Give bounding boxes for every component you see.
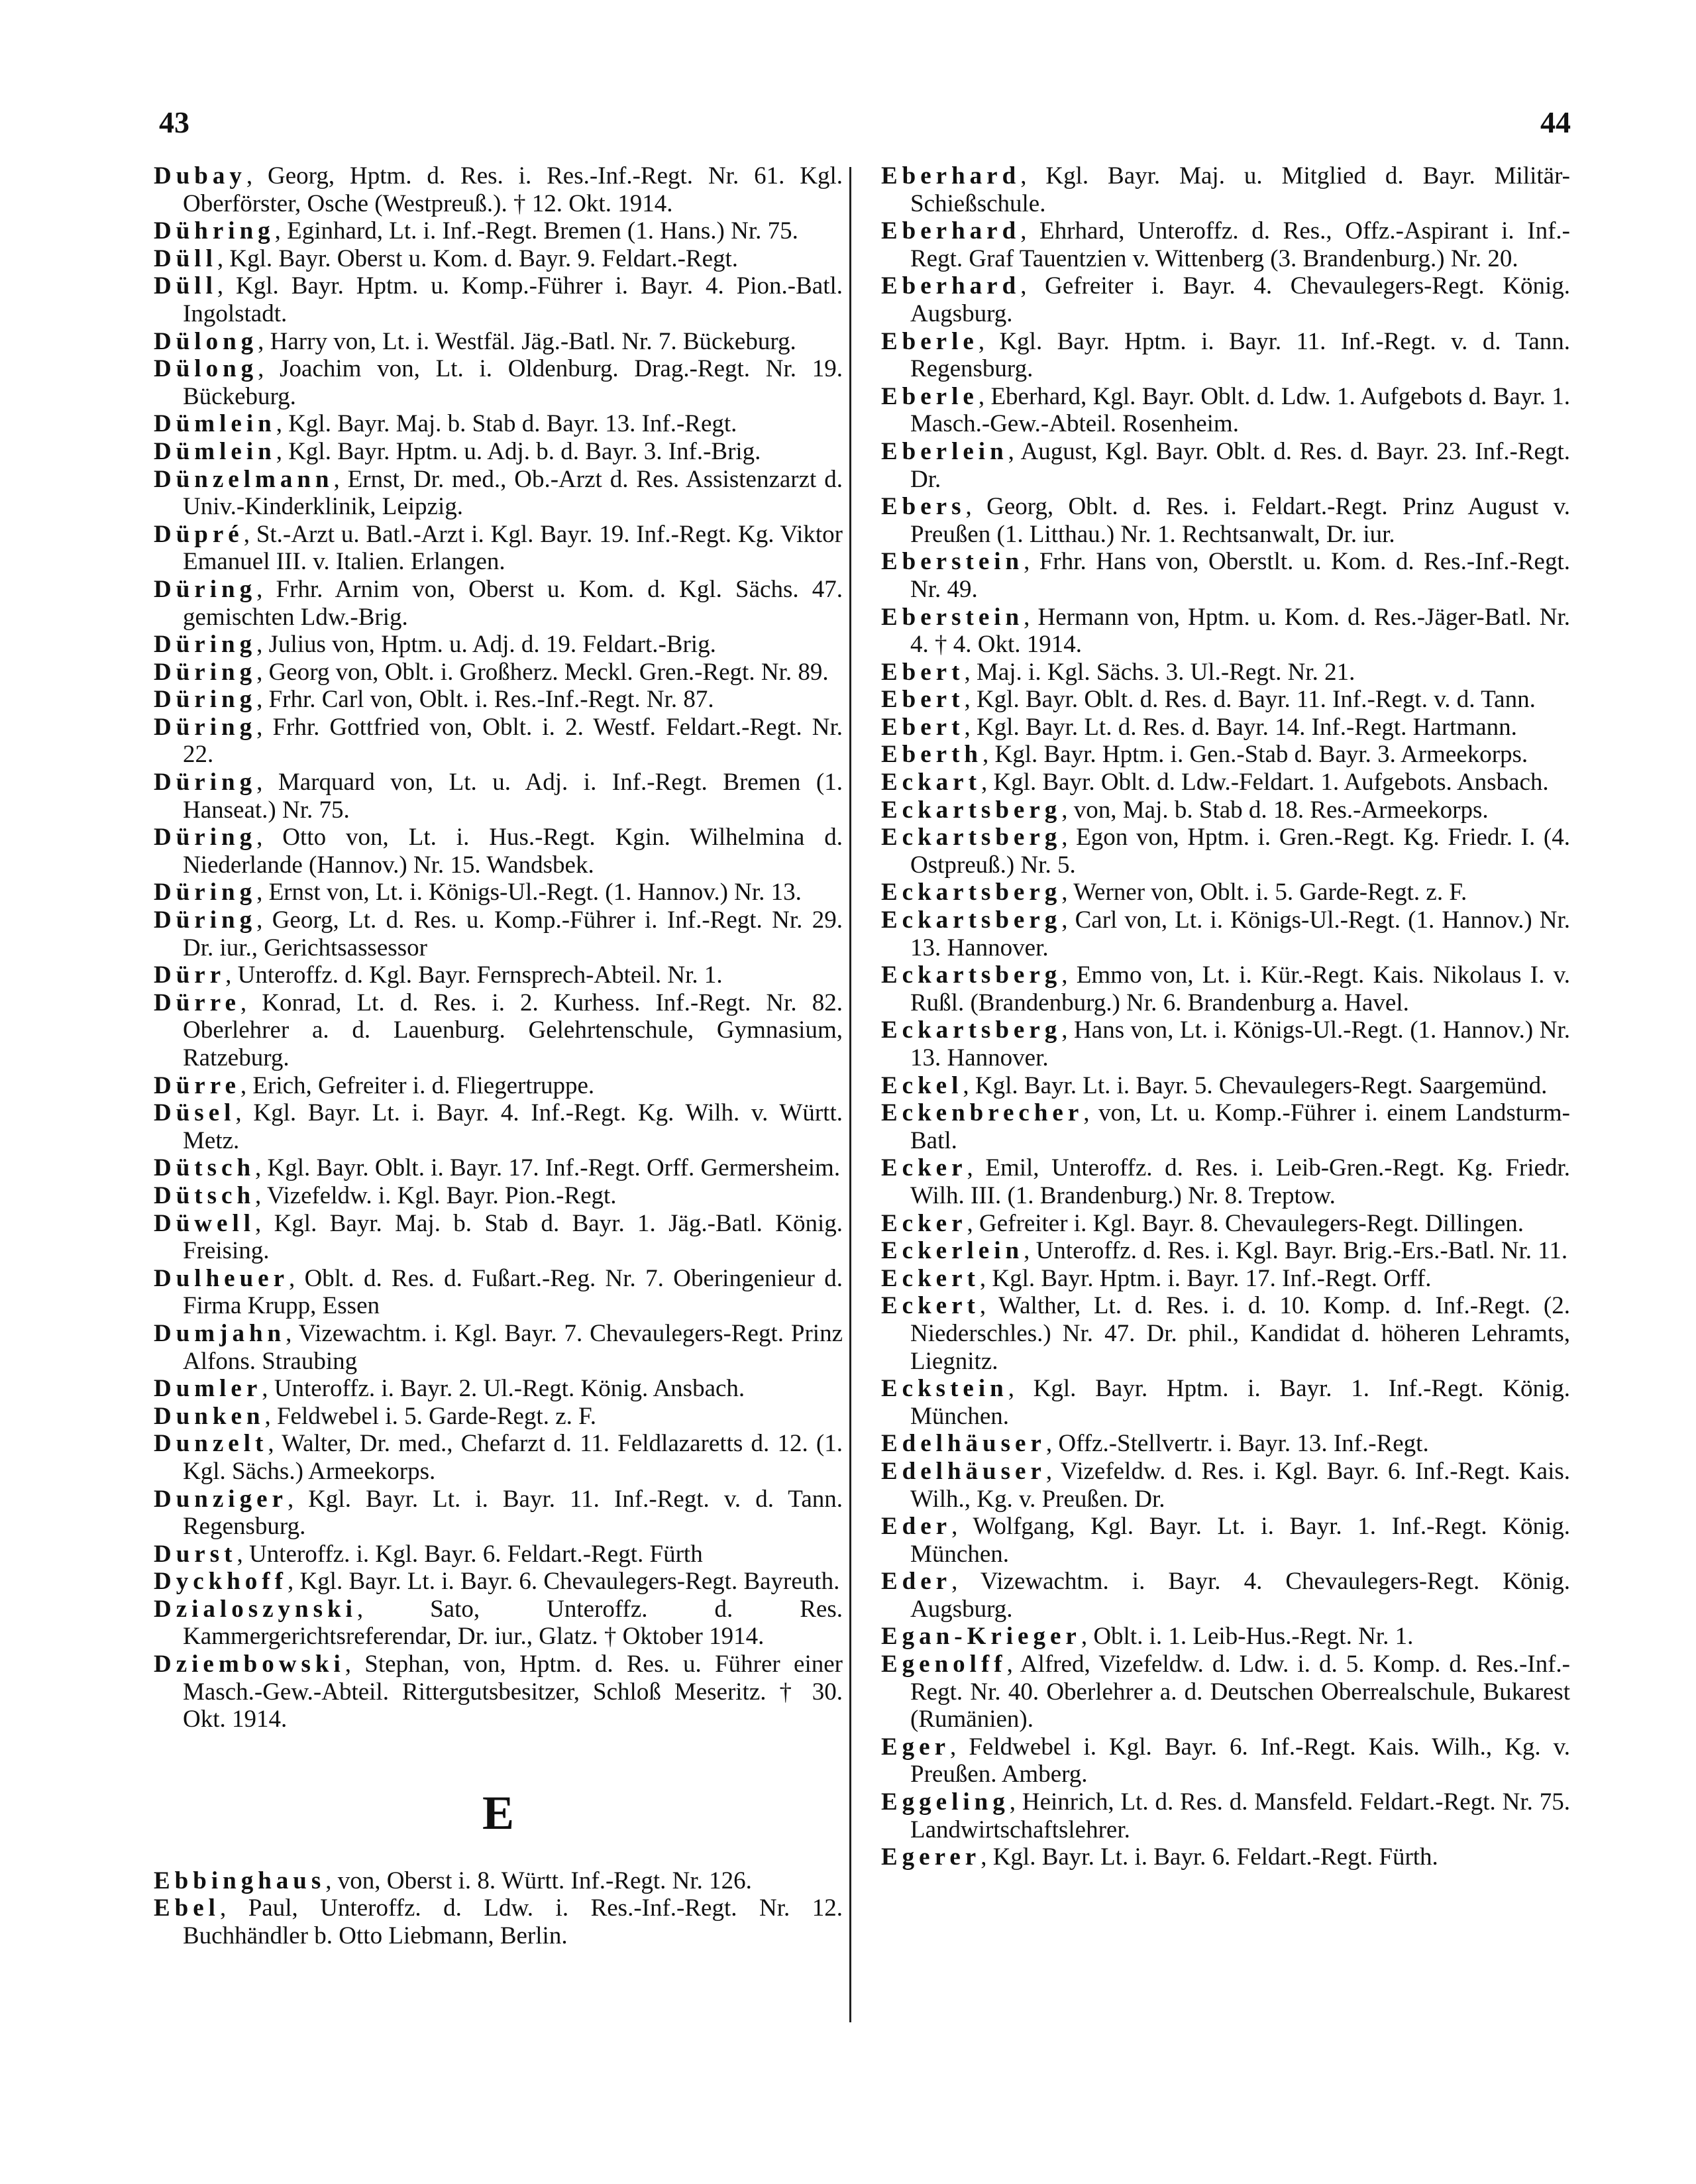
entry-details: , Kgl. Bayr. Lt. d. Res. d. Bayr. 14. Inf.-Regt. Hartmann. (964, 713, 1517, 741)
directory-entry (154, 576, 843, 631)
entry-details: , Unteroffz. d. Kgl. Bayr. Fernsprech-Abteil. Nr. 1. (225, 961, 723, 989)
directory-entry (881, 1099, 1570, 1154)
left-entry-list (154, 162, 843, 1733)
entry-details: , Wolfgang, Kgl. Bayr. Lt. i. Bayr. 1. Inf.-Regt. König. München. (910, 1513, 1570, 1568)
directory-entry (154, 1182, 843, 1210)
directory-entry (154, 961, 843, 989)
entry-surname: Düll (154, 272, 217, 300)
directory-entry (154, 1430, 843, 1485)
directory-entry (154, 521, 843, 576)
directory-entry (154, 989, 843, 1072)
directory-entry (154, 245, 843, 273)
directory-entry (154, 1568, 843, 1596)
directory-entry (154, 355, 843, 410)
entry-details: , Walther, Lt. d. Res. i. d. 10. Komp. d. Inf.-Regt. (2. Niederschles.) Nr. 47. Dr. phil., Kandidat d. höheren Lehramts, Liegnitz. (910, 1292, 1570, 1375)
directory-entry (154, 1375, 843, 1403)
entry-surname: Düring (154, 879, 257, 906)
directory-entry (881, 383, 1570, 438)
entry-surname: Düring (154, 658, 257, 686)
entry-details: , von, Lt. u. Komp.-Führer i. einem Landsturm-Batl. (910, 1099, 1570, 1154)
entry-surname: Eckartsberg (881, 906, 1062, 934)
directory-entry (881, 769, 1570, 796)
entry-details: , Kgl. Bayr. Hptm. u. Komp.-Führer i. Bayr. 4. Pion.-Batl. Ingolstadt. (183, 272, 843, 327)
entry-details: , Joachim von, Lt. i. Oldenburg. Drag.-Regt. Nr. 19. Bückeburg. (183, 355, 843, 410)
entry-surname: Dünzelmann (154, 465, 334, 493)
entry-surname: Düring (154, 575, 257, 603)
entry-surname: Eder (881, 1513, 952, 1541)
directory-entry (881, 1788, 1570, 1843)
entry-surname: Düring (154, 631, 257, 659)
column-divider (849, 167, 851, 2022)
entry-details: , Hans von, Lt. i. Königs-Ul.-Regt. (1. Hannov.) Nr. 13. Hannover. (910, 1016, 1570, 1071)
directory-entry (881, 906, 1570, 961)
left-entry-list-after (154, 1867, 843, 1950)
entry-surname: Eberhard (881, 217, 1021, 245)
entry-surname: Dütsch (154, 1154, 256, 1182)
entry-surname: Dütsch (154, 1181, 256, 1209)
entry-details: , Oblt. i. 1. Leib-Hus.-Regt. Nr. 1. (1081, 1623, 1414, 1651)
entry-surname: Egerer (881, 1843, 981, 1871)
entry-details: , Georg, Lt. d. Res. u. Komp.-Führer i. Inf.-Regt. Nr. 29. Dr. iur., Gerichtsassessor (183, 906, 843, 961)
directory-entry (154, 438, 843, 466)
entry-surname: Ebert (881, 713, 965, 741)
directory-entry (154, 631, 843, 659)
entry-details: , von, Oberst i. 8. Württ. Inf.-Regt. Nr. 126. (325, 1867, 752, 1894)
directory-entry (881, 217, 1570, 272)
entry-details: , Alfred, Vizefeldw. d. Ldw. i. d. 5. Komp. d. Res.-Inf.-Regt. Nr. 40. Oberlehrer a. d. Deutschen Oberrealschule, Bukarest (Rumänien). (910, 1651, 1570, 1733)
entry-surname: Düring (154, 824, 257, 851)
entry-surname: Dunken (154, 1402, 265, 1430)
entry-details: , Hermann von, Hptm. u. Kom. d. Res.-Jäger-Batl. Nr. 4. † 4. Okt. 1914. (910, 603, 1570, 659)
entry-surname: Eckstein (881, 1375, 1008, 1403)
entry-surname: Dumjahn (154, 1319, 286, 1347)
entry-surname: Eggeling (881, 1788, 1010, 1816)
entry-surname: Edelhäuser (881, 1457, 1046, 1485)
entry-surname: Ecker (881, 1209, 967, 1237)
directory-entry (154, 1651, 843, 1733)
entry-details: , Erich, Gefreiter i. d. Fliegertruppe. (240, 1071, 595, 1099)
directory-entry (154, 714, 843, 769)
entry-details: , Walter, Dr. med., Chefarzt d. 11. Feldlazaretts d. 12. (1. Kgl. Sächs.) Armeekorps. (183, 1430, 843, 1485)
entry-details: , Emmo von, Lt. i. Kür.-Regt. Kais. Nikolaus I. v. Rußl. (Brandenburg.) Nr. 6. Brandenburg a. Havel. (910, 961, 1570, 1016)
entry-details: , Kgl. Bayr. Oblt. d. Ldw.-Feldart. 1. Aufgebots. Ansbach. (980, 769, 1549, 796)
entry-details: , Feldwebel i. 5. Garde-Regt. z. F. (264, 1402, 596, 1430)
directory-entry (881, 1265, 1570, 1293)
entry-surname: Dürre (154, 989, 240, 1016)
entry-surname: Düring (154, 686, 257, 714)
entry-surname: Eckartsberg (881, 824, 1062, 851)
entry-details: , Harry von, Lt. i. Westfäl. Jäg.-Batl. Nr. 7. Bückeburg. (258, 327, 796, 355)
entry-surname: Dülong (154, 327, 258, 355)
entry-surname: Dümlein (154, 437, 276, 465)
directory-entry (881, 659, 1570, 686)
directory-entry (881, 1568, 1570, 1623)
entry-details: , Egon von, Hptm. i. Gren.-Regt. Kg. Friedr. I. (4. Ostpreuß.) Nr. 5. (910, 824, 1570, 879)
entry-details: , Vizefeldw. d. Res. i. Kgl. Bayr. 6. Inf.-Regt. Kais. Wilh., Kg. v. Preußen. Dr. (910, 1457, 1570, 1513)
entry-details: , St.-Arzt u. Batl.-Arzt i. Kgl. Bayr. 19. Inf.-Regt. Kg. Viktor Emanuel III. v. Italien. Erlangen. (183, 520, 843, 576)
directory-entry (881, 604, 1570, 659)
entry-details: , Frhr. Gottfried von, Oblt. i. 2. Westf. Feldart.-Regt. Nr. 22. (183, 713, 843, 769)
directory-entry (154, 466, 843, 521)
page-number-left: 43 (159, 105, 189, 139)
directory-entry (881, 1651, 1570, 1733)
entry-surname: Ebel (154, 1894, 220, 1922)
entry-details: , Werner von, Oblt. i. 5. Garde-Regt. z. F. (1061, 879, 1467, 906)
directory-entry (154, 162, 843, 217)
directory-entry (154, 1154, 843, 1182)
entry-details: , Maj. i. Kgl. Sächs. 3. Ul.-Regt. Nr. 21. (964, 658, 1355, 686)
entry-details: , Unteroffz. i. Kgl. Bayr. 6. Feldart.-Regt. Fürth (237, 1540, 703, 1568)
entry-details: , Unteroffz. i. Bayr. 2. Ul.-Regt. König. Ansbach. (262, 1375, 745, 1403)
right-column (881, 162, 1570, 1871)
entry-surname: Dühring (154, 217, 275, 245)
entry-details: , Carl von, Lt. i. Königs-Ul.-Regt. (1. Hannov.) Nr. 13. Hannover. (910, 906, 1570, 961)
directory-entry (881, 1016, 1570, 1071)
entry-surname: Eger (881, 1733, 951, 1761)
entry-surname: Eberle (881, 327, 979, 355)
entry-surname: Dziembowski (154, 1651, 345, 1678)
entry-surname: Eckart (881, 769, 981, 796)
entry-surname: Dyckhoff (154, 1568, 288, 1596)
directory-entry (154, 1099, 843, 1154)
entry-details: , Julius von, Hptm. u. Adj. d. 19. Feldart.-Brig. (256, 631, 716, 659)
directory-entry (154, 879, 843, 906)
directory-entry (881, 961, 1570, 1016)
entry-details: , Sato, Unteroffz. d. Res. Kammergerichtsreferendar, Dr. iur., Glatz. † Oktober 1914. (183, 1595, 843, 1651)
entry-details: , Oblt. d. Res. d. Fußart.-Reg. Nr. 7. Oberingenieur d. Firma Krupp, Essen (183, 1264, 843, 1320)
entry-surname: Eckert (881, 1264, 980, 1292)
entry-details: , Georg, Oblt. d. Res. i. Feldart.-Regt. Prinz August v. Preußen (1. Litthau.) Nr. 1. Rechtsanwalt, Dr. iur. (910, 493, 1570, 548)
entry-surname: Eberstein (881, 603, 1024, 631)
directory-entry (154, 686, 843, 714)
directory-entry (154, 1072, 843, 1100)
entry-surname: Dunzelt (154, 1430, 268, 1458)
entry-surname: Düpré (154, 520, 244, 548)
directory-entry (881, 796, 1570, 824)
directory-entry (881, 714, 1570, 741)
entry-surname: Ebert (881, 658, 965, 686)
entry-details: , Ernst, Dr. med., Ob.-Arzt d. Res. Assistenzarzt d. Univ.-Kinderklinik, Leipzig. (183, 465, 843, 521)
entry-details: , Heinrich, Lt. d. Res. d. Mansfeld. Feldart.-Regt. Nr. 75. Landwirtschaftslehrer. (910, 1788, 1570, 1843)
entry-details: , Kgl. Bayr. Hptm. i. Bayr. 1. Inf.-Regt. König. München. (910, 1375, 1570, 1430)
entry-surname: Eckerlein (881, 1237, 1024, 1265)
directory-entry (154, 1265, 843, 1320)
directory-entry (154, 1486, 843, 1541)
directory-entry (154, 769, 843, 824)
directory-entry (154, 410, 843, 438)
directory-entry (154, 1320, 843, 1375)
entry-surname: Dümlein (154, 410, 276, 438)
entry-surname: Düring (154, 769, 257, 796)
entry-details: , Stephan, von, Hptm. d. Res. u. Führer einer Masch.-Gew.-Abteil. Rittergutsbesitzer, Schloß Meseritz. † 30. Okt. 1914. (183, 1651, 843, 1733)
entry-details: , Kgl. Bayr. Hptm. u. Adj. b. d. Bayr. 3. Inf.-Brig. (276, 437, 761, 465)
entry-surname: Eberhard (881, 162, 1021, 190)
entry-details: , Kgl. Bayr. Maj. b. Stab d. Bayr. 1. Jäg.-Batl. König. Freising. (183, 1209, 843, 1265)
section-heading: E (482, 1786, 515, 1839)
entry-surname: Ebers (881, 493, 966, 521)
left-column (154, 162, 843, 1950)
entry-surname: Eckartsberg (881, 961, 1062, 989)
entry-details: , Kgl. Bayr. Hptm. i. Bayr. 11. Inf.-Regt. v. d. Tann. Regensburg. (910, 327, 1570, 383)
entry-surname: Edelhäuser (881, 1430, 1046, 1458)
directory-entry (154, 824, 843, 879)
directory-entry (881, 272, 1570, 327)
entry-details: , Kgl. Bayr. Lt. i. Bayr. 6. Chevaulegers-Regt. Bayreuth. (287, 1568, 840, 1596)
entry-details: , Kgl. Bayr. Lt. i. Bayr. 11. Inf.-Regt. v. d. Tann. Regensburg. (183, 1485, 843, 1541)
directory-entry (881, 686, 1570, 714)
entry-details: , Georg, Hptm. d. Res. i. Res.-Inf.-Regt. Nr. 61. Kgl. Oberförster, Osche (Westpreuß.). † 12. Okt. 1914. (183, 162, 843, 217)
entry-details: , Kgl. Bayr. Oblt. d. Res. d. Bayr. 11. Inf.-Regt. v. d. Tann. (964, 686, 1536, 714)
entry-surname: Dulheuer (154, 1264, 289, 1292)
directory-entry (881, 1375, 1570, 1430)
entry-surname: Eberstein (881, 548, 1024, 576)
entry-details: , Gefreiter i. Kgl. Bayr. 8. Chevaulegers-Regt. Dillingen. (967, 1209, 1524, 1237)
entry-details: , Otto von, Lt. i. Hus.-Regt. Kgin. Wilhelmina d. Niederlande (Hannov.) Nr. 15. Wandsbek. (183, 824, 843, 879)
directory-entry (881, 493, 1570, 548)
entry-surname: Eder (881, 1568, 952, 1596)
page-number-right: 44 (1540, 105, 1571, 139)
directory-entry (881, 1513, 1570, 1568)
entry-surname: Düring (154, 906, 257, 934)
entry-details: , Frhr. Carl von, Oblt. i. Res.-Inf.-Regt. Nr. 87. (256, 686, 714, 714)
directory-entry (154, 1210, 843, 1265)
entry-details: , Konrad, Lt. d. Res. i. 2. Kurhess. Inf.-Regt. Nr. 82. Oberlehrer a. d. Lauenburg. Gelehrtenschule, Gymnasium, Ratzeburg. (183, 989, 843, 1071)
entry-surname: Dürr (154, 961, 226, 989)
entry-surname: Eckel (881, 1071, 963, 1099)
entry-details: , Georg von, Oblt. i. Großherz. Meckl. Gren.-Regt. Nr. 89. (256, 658, 829, 686)
directory-entry (881, 1623, 1570, 1651)
entry-surname: Dumler (154, 1375, 262, 1403)
entry-surname: Dülong (154, 355, 258, 383)
entry-details: , Kgl. Bayr. Hptm. i. Bayr. 17. Inf.-Regt. Orff. (979, 1264, 1432, 1292)
directory-entry (154, 1596, 843, 1651)
directory-entry (881, 824, 1570, 879)
entry-surname: Eberth (881, 741, 982, 769)
entry-surname: Dürre (154, 1071, 240, 1099)
entry-surname: Eberlein (881, 437, 1008, 465)
entry-details: , Ernst von, Lt. i. Königs-Ul.-Regt. (1. Hannov.) Nr. 13. (256, 879, 802, 906)
entry-surname: Ecker (881, 1154, 967, 1182)
entry-surname: Düll (154, 245, 217, 272)
entry-surname: Durst (154, 1540, 237, 1568)
entry-surname: Düsel (154, 1099, 236, 1127)
directory-entry (881, 1843, 1570, 1871)
entry-details: , von, Maj. b. Stab d. 18. Res.-Armeekorps. (1061, 796, 1489, 824)
entry-details: , Vizefeldw. i. Kgl. Bayr. Pion.-Regt. (255, 1181, 617, 1209)
directory-entry (154, 1894, 843, 1949)
entry-surname: Dzialoszynski (154, 1595, 357, 1623)
entry-details: , Kgl. Bayr. Lt. i. Bayr. 4. Inf.-Regt. Kg. Wilh. v. Württ. Metz. (183, 1099, 843, 1154)
entry-surname: Ebbinghaus (154, 1867, 326, 1894)
directory-entry (881, 548, 1570, 603)
entry-details: , Kgl. Bayr. Oberst u. Kom. d. Bayr. 9. Feldart.-Regt. (217, 245, 739, 272)
directory-entry (881, 162, 1570, 217)
directory-entry (881, 1430, 1570, 1458)
entry-surname: Eberhard (881, 272, 1021, 300)
entry-surname: Dubay (154, 162, 246, 190)
directory-entry (881, 1458, 1570, 1513)
directory-entry (881, 741, 1570, 769)
entry-details: , Kgl. Bayr. Oblt. i. Bayr. 17. Inf.-Regt. Orff. Germersheim. (255, 1154, 841, 1182)
entry-surname: Egenolff (881, 1651, 1007, 1678)
directory-entry (154, 1403, 843, 1431)
entry-surname: Düwell (154, 1209, 255, 1237)
directory-entry (881, 1210, 1570, 1238)
directory-entry (154, 1867, 843, 1895)
directory-entry (881, 1733, 1570, 1788)
right-entry-list (881, 162, 1570, 1871)
entry-details: , Frhr. Arnim von, Oberst u. Kom. d. Kgl. Sächs. 47. gemischten Ldw.-Brig. (183, 575, 843, 631)
directory-entry (154, 217, 843, 245)
entry-details: , Feldwebel i. Kgl. Bayr. 6. Inf.-Regt. Kais. Wilh., Kg. v. Preußen. Amberg. (910, 1733, 1570, 1788)
directory-entry (881, 328, 1570, 383)
entry-details: , Emil, Unteroffz. d. Res. i. Leib-Gren.-Regt. Kg. Friedr. Wilh. III. (1. Brandenburg.) Nr. 8. Treptow. (910, 1154, 1570, 1209)
entry-details: , Eginhard, Lt. i. Inf.-Regt. Bremen (1. Hans.) Nr. 75. (274, 217, 798, 245)
entry-surname: Düring (154, 713, 257, 741)
entry-details: , Offz.-Stellvertr. i. Bayr. 13. Inf.-Regt. (1045, 1430, 1429, 1458)
directory-entry (154, 272, 843, 327)
entry-details: , Eberhard, Kgl. Bayr. Oblt. d. Ldw. 1. Aufgebots d. Bayr. 1. Masch.-Gew.-Abteil. Rosenheim. (910, 382, 1570, 438)
directory-entry (881, 1154, 1570, 1209)
entry-surname: Eckartsberg (881, 879, 1062, 906)
entry-details: , August, Kgl. Bayr. Oblt. d. Res. d. Bayr. 23. Inf.-Regt. Dr. (910, 437, 1570, 493)
entry-details: , Gefreiter i. Bayr. 4. Chevaulegers-Regt. König. Augsburg. (910, 272, 1570, 327)
entry-surname: Eckert (881, 1292, 980, 1320)
entry-details: , Vizewachtm. i. Kgl. Bayr. 7. Chevaulegers-Regt. Prinz Alfons. Straubing (183, 1319, 843, 1375)
entry-surname: Ebert (881, 686, 965, 714)
entry-surname: Dunziger (154, 1485, 288, 1513)
entry-details: , Vizewachtm. i. Bayr. 4. Chevaulegers-Regt. König. Augsburg. (910, 1568, 1570, 1623)
entry-details: , Ehrhard, Unteroffz. d. Res., Offz.-Aspirant i. Inf.-Regt. Graf Tauentzien v. Wittenberg (3. Brandenburg.) Nr. 20. (910, 217, 1570, 272)
directory-entry (154, 906, 843, 961)
entry-details: , Paul, Unteroffz. d. Ldw. i. Res.-Inf.-Regt. Nr. 12. Buchhändler b. Otto Liebmann, Berlin. (183, 1894, 843, 1950)
directory-entry (881, 1237, 1570, 1265)
entry-details: , Kgl. Bayr. Lt. i. Bayr. 5. Chevaulegers-Regt. Saargemünd. (963, 1071, 1548, 1099)
entry-surname: Eberle (881, 382, 979, 410)
entry-details: , Frhr. Hans von, Oberstlt. u. Kom. d. Res.-Inf.-Regt. Nr. 49. (910, 548, 1570, 603)
entry-surname: Eckartsberg (881, 796, 1062, 824)
entry-details: , Unteroffz. d. Res. i. Kgl. Bayr. Brig.-Ers.-Batl. Nr. 11. (1024, 1237, 1568, 1265)
directory-entry (881, 1292, 1570, 1375)
directory-entry (881, 1072, 1570, 1100)
directory-entry (154, 659, 843, 686)
directory-entry (154, 1541, 843, 1568)
entry-surname: Eckartsberg (881, 1016, 1062, 1044)
entry-details: , Marquard von, Lt. u. Adj. i. Inf.-Regt. Bremen (1. Hanseat.) Nr. 75. (183, 769, 843, 824)
directory-entry (154, 328, 843, 356)
directory-entry (881, 879, 1570, 906)
entry-details: , Kgl. Bayr. Maj. u. Mitglied d. Bayr. Militär-Schießschule. (910, 162, 1570, 217)
entry-details: , Kgl. Bayr. Lt. i. Bayr. 6. Feldart.-Regt. Fürth. (980, 1843, 1438, 1871)
directory-entry (881, 438, 1570, 493)
entry-surname: Egan-Krieger (881, 1623, 1081, 1651)
entry-surname: Eckenbrecher (881, 1099, 1084, 1127)
entry-details: , Kgl. Bayr. Hptm. i. Gen.-Stab d. Bayr. 3. Armeekorps. (982, 741, 1528, 769)
entry-details: , Kgl. Bayr. Maj. b. Stab d. Bayr. 13. Inf.-Regt. (276, 410, 737, 438)
